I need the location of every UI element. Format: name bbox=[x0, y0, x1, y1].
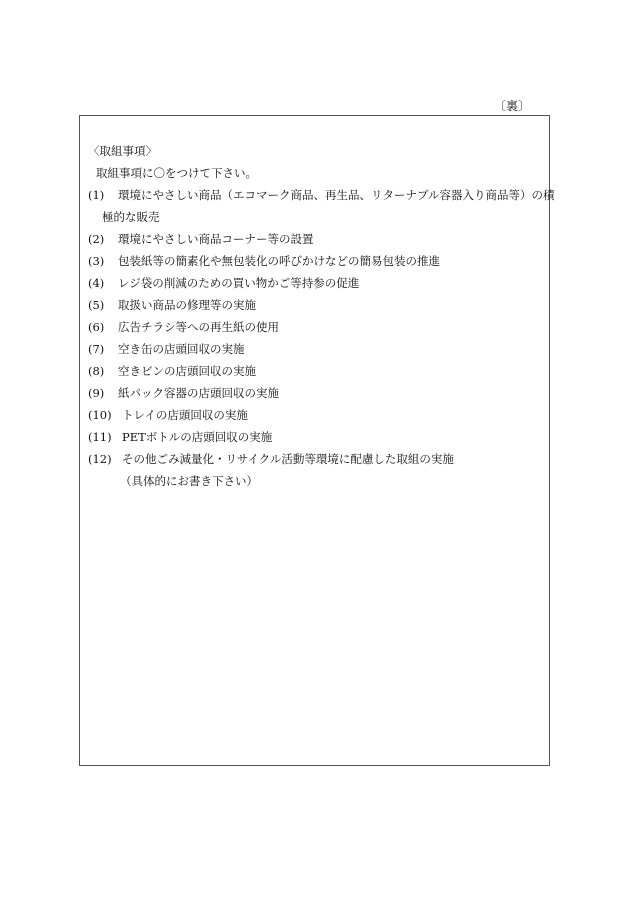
list-item-9[interactable] bbox=[88, 382, 543, 404]
item-number: (6) bbox=[88, 320, 105, 334]
item-text: 空きビンの店頭回収の実施 bbox=[118, 364, 256, 378]
list-item-4[interactable] bbox=[88, 272, 543, 294]
item-text: その他ごみ減量化・リサイクル活動等環境に配慮した取組の実施 bbox=[122, 452, 454, 466]
item-text: レジ袋の削減のための買い物かご等持参の促進 bbox=[118, 276, 360, 290]
list-item-8[interactable] bbox=[88, 360, 543, 382]
item-number: (7) bbox=[88, 342, 105, 356]
section-heading: 〈取組事項〉 bbox=[88, 144, 157, 158]
item-number: (9) bbox=[88, 386, 105, 400]
list-item-7[interactable] bbox=[88, 338, 543, 360]
item-text: 環境にやさしい商品（エコマーク商品、再生品、リターナブル容器入り商品等）の積 bbox=[118, 188, 555, 202]
item-number: (8) bbox=[88, 364, 105, 378]
item-number: (12) bbox=[88, 452, 112, 466]
list-item-12[interactable] bbox=[88, 448, 543, 470]
item-note: （具体的にお書き下さい） bbox=[120, 474, 258, 488]
item-number: (2) bbox=[88, 232, 105, 246]
item-text: 紙パック容器の店頭回収の実施 bbox=[118, 386, 279, 400]
item-text: トレイの店頭回収の実施 bbox=[122, 408, 248, 422]
list-item-11[interactable] bbox=[88, 426, 543, 448]
item-text: PETボトルの店頭回収の実施 bbox=[122, 430, 273, 444]
list-item-3[interactable] bbox=[88, 250, 543, 272]
item-number: (1) bbox=[88, 188, 105, 202]
list-item-1[interactable] bbox=[88, 184, 555, 206]
page-side-label: 〔裏〕 bbox=[493, 99, 530, 113]
list-item-10[interactable] bbox=[88, 404, 543, 426]
item-number: (4) bbox=[88, 276, 105, 290]
list-item-5[interactable] bbox=[88, 294, 543, 316]
item-number: (10) bbox=[88, 408, 112, 422]
list-item-2[interactable] bbox=[88, 228, 543, 250]
item-text: 環境にやさしい商品コーナー等の設置 bbox=[118, 232, 314, 246]
item-continuation: 極的な販売 bbox=[102, 210, 160, 224]
item-number: (3) bbox=[88, 254, 105, 268]
item-number: (11) bbox=[88, 430, 112, 444]
item-text: 空き缶の店頭回収の実施 bbox=[118, 342, 245, 356]
list-item-6[interactable] bbox=[88, 316, 543, 338]
item-text: 包装紙等の簡素化や無包装化の呼びかけなどの簡易包装の推進 bbox=[118, 254, 440, 268]
form-frame bbox=[79, 115, 555, 766]
item-number: (5) bbox=[88, 298, 105, 312]
instruction-text: 取組事項に〇をつけて下さい。 bbox=[96, 166, 257, 180]
item-text: 広告チラシ等への再生紙の使用 bbox=[118, 320, 279, 334]
item-text: 取扱い商品の修理等の実施 bbox=[118, 298, 256, 312]
form-content bbox=[88, 140, 555, 492]
